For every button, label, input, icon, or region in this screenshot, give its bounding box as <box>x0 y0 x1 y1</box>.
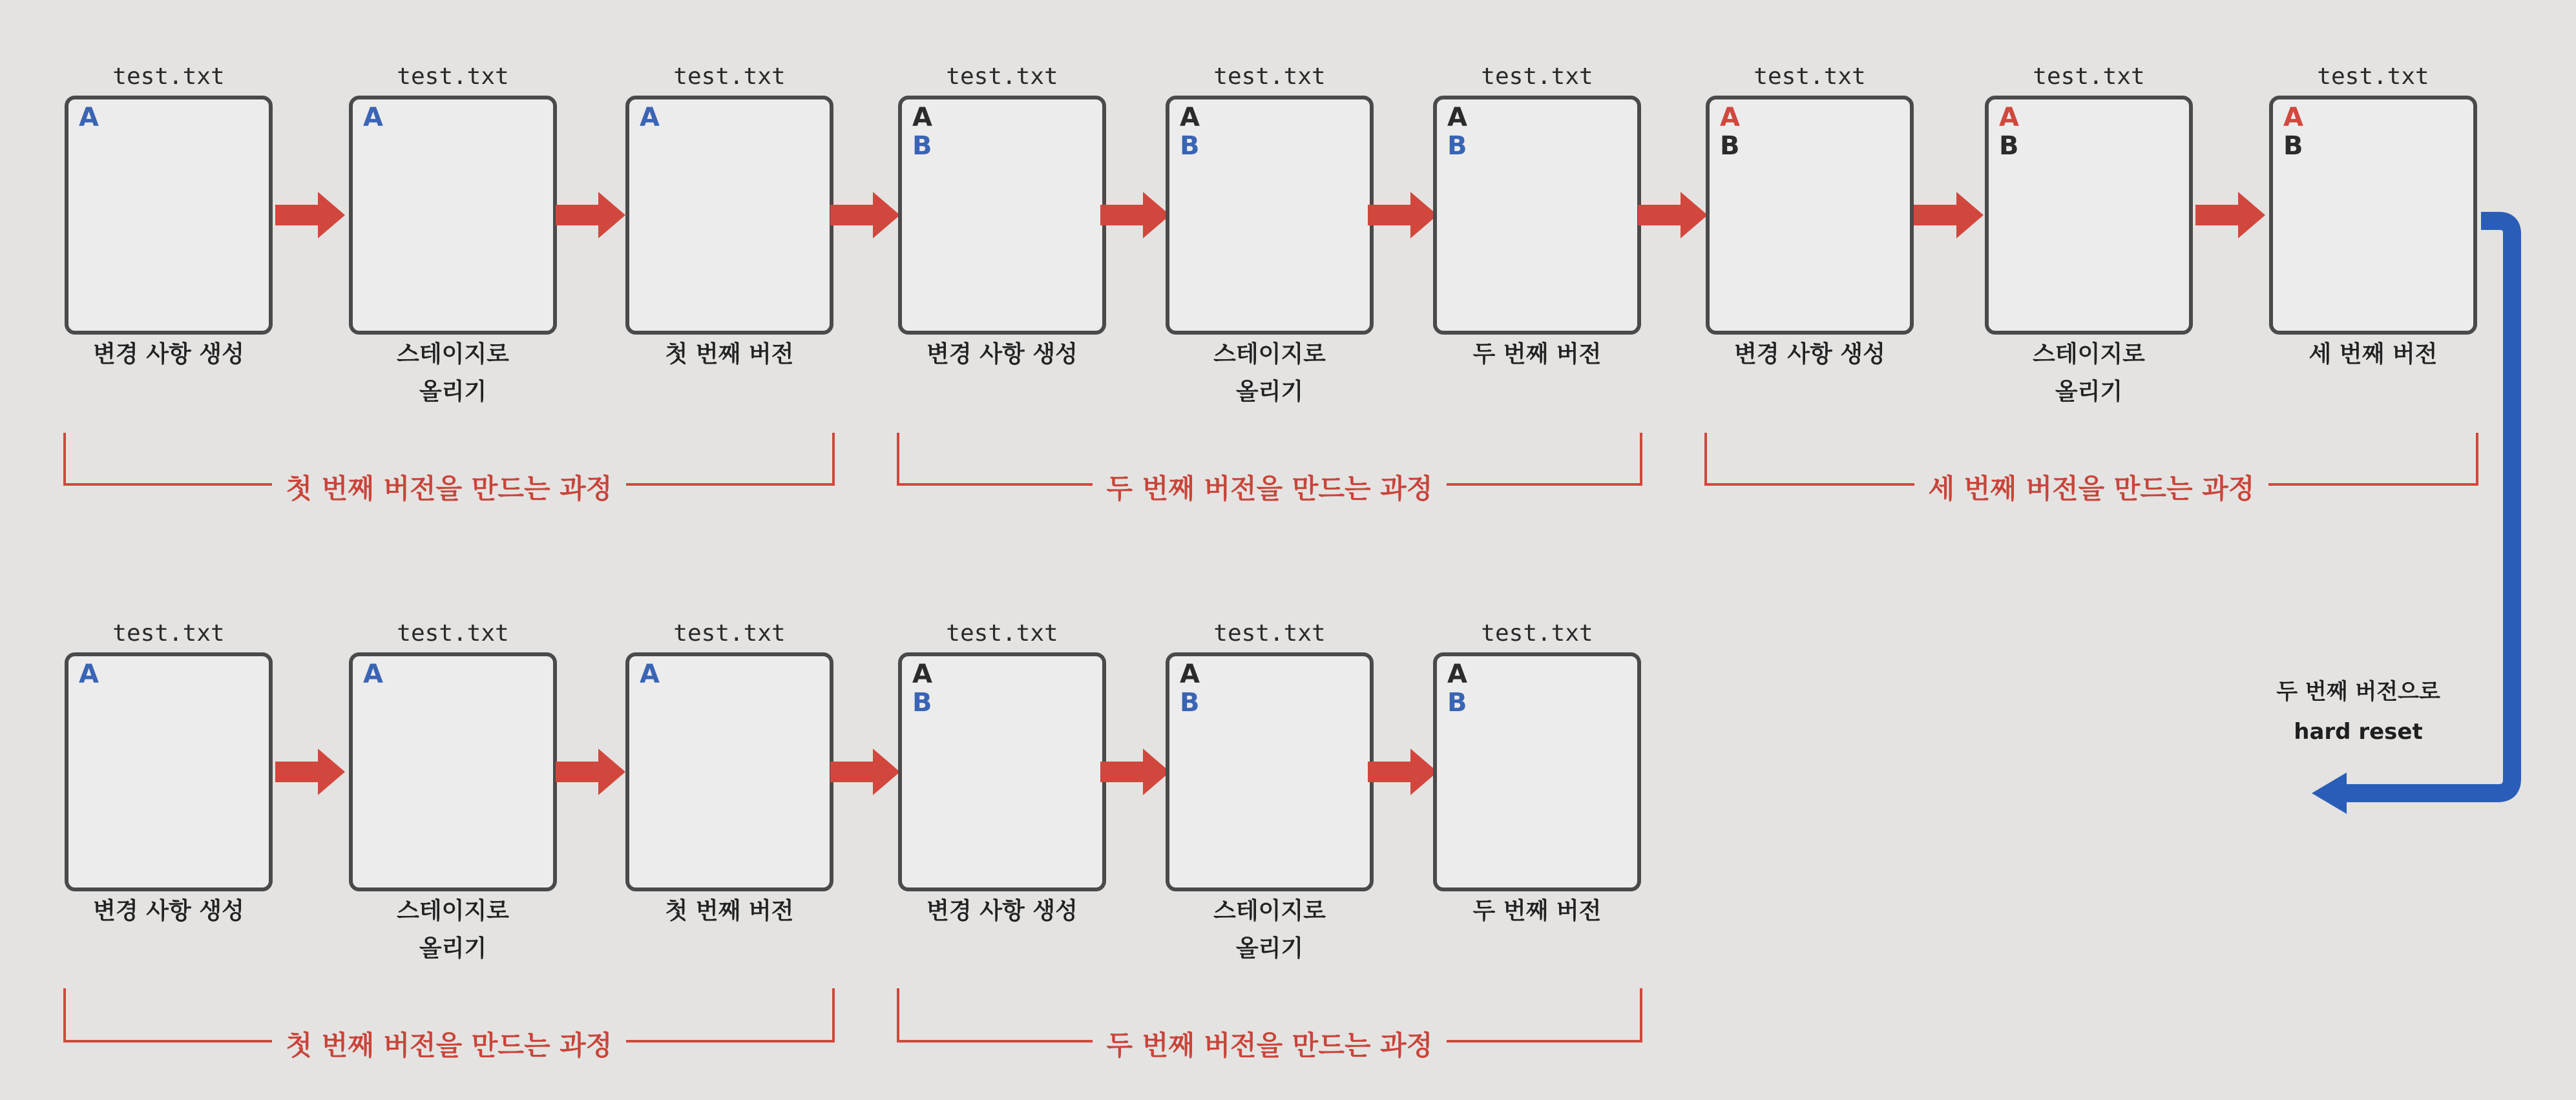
file-line-2: B <box>912 688 932 718</box>
file-card <box>625 652 833 891</box>
file-line-2: B <box>1447 688 1467 718</box>
file-card <box>1166 96 1374 335</box>
file-name-label: test.txt <box>2033 63 2145 90</box>
file-name-label: test.txt <box>397 620 509 647</box>
file-name-label: test.txt <box>1213 620 1326 647</box>
hard-reset-label-line1: 두 번째 버전으로 <box>2276 679 2440 705</box>
hard-reset-label-line2: hard reset <box>2294 719 2423 745</box>
file-line-2: B <box>912 131 932 161</box>
step-caption <box>1147 893 1392 968</box>
flow-arrow-icon <box>1914 189 1985 241</box>
process-bracket-label: 첫 번째 버전을 만드는 과정 <box>272 1024 627 1063</box>
step-caption <box>2250 336 2496 373</box>
file-line-2: B <box>2283 131 2303 161</box>
process-bracket-label: 두 번째 버전을 만드는 과정 <box>1093 1024 1447 1063</box>
flow-arrow-icon <box>275 189 346 241</box>
step-caption-line: 세 번째 버전 <box>2309 341 2438 368</box>
file-line-1: A <box>640 103 660 132</box>
file-line-1: A <box>1999 103 2019 132</box>
step-caption <box>1687 336 1932 373</box>
file-line-1: A <box>363 103 383 132</box>
step-caption <box>46 893 291 930</box>
step-caption-line: 스테이지로 <box>1213 341 1326 368</box>
file-card <box>1166 652 1374 891</box>
flow-arrow-icon <box>1100 746 1171 798</box>
step-caption-line: 올리기 <box>419 935 487 962</box>
file-card <box>625 96 833 335</box>
file-name-label: test.txt <box>397 63 509 90</box>
process-bracket-label: 세 번째 버전을 만드는 과정 <box>1914 468 2269 506</box>
step-caption-line: 올리기 <box>1235 935 1304 962</box>
step-caption <box>607 893 852 930</box>
step-caption <box>46 336 291 373</box>
file-line-2: B <box>1180 688 1200 718</box>
file-line-2: B <box>1447 131 1467 161</box>
flow-arrow-icon <box>1100 189 1171 241</box>
file-name-label: test.txt <box>112 63 225 90</box>
file-line-2: B <box>1999 131 2019 161</box>
file-line-1: A <box>79 103 99 132</box>
flow-arrow-icon <box>1368 189 1439 241</box>
file-name-label: test.txt <box>946 63 1058 90</box>
file-name-label: test.txt <box>2317 63 2429 90</box>
file-name-label: test.txt <box>1754 63 1866 90</box>
step-caption-line: 변경 사항 생성 <box>93 341 244 368</box>
step-caption-line: 스테이지로 <box>397 341 509 368</box>
step-caption-line: 변경 사항 생성 <box>93 898 244 924</box>
file-name-label: test.txt <box>112 620 225 647</box>
file-line-1: A <box>1180 103 1200 132</box>
step-caption <box>879 336 1125 373</box>
file-card <box>1433 652 1641 891</box>
file-card <box>65 96 273 335</box>
file-line-1: A <box>79 659 99 689</box>
file-card <box>898 96 1106 335</box>
step-caption <box>330 336 576 411</box>
step-caption-line: 변경 사항 생성 <box>927 898 1078 924</box>
file-line-1: A <box>1447 103 1467 132</box>
step-caption-line: 스테이지로 <box>2033 341 2145 368</box>
file-name-label: test.txt <box>946 620 1058 647</box>
file-line-1: A <box>912 659 932 689</box>
file-name-label: test.txt <box>1481 63 1593 90</box>
process-bracket-label: 첫 번째 버전을 만드는 과정 <box>272 468 627 506</box>
reset-arrowhead-icon <box>2312 773 2347 814</box>
file-line-1: A <box>1720 103 1740 132</box>
step-caption <box>607 336 852 373</box>
step-caption <box>879 893 1125 930</box>
file-line-1: A <box>363 659 383 689</box>
step-caption-line: 두 번째 버전 <box>1472 898 1602 924</box>
file-line-2: B <box>1180 131 1200 161</box>
step-caption-line: 스테이지로 <box>397 898 509 924</box>
flow-arrow-icon <box>1368 746 1439 798</box>
file-card <box>349 652 557 891</box>
step-caption-line: 첫 번째 버전 <box>665 341 794 368</box>
flow-arrow-icon <box>830 746 901 798</box>
process-bracket-label: 두 번째 버전을 만드는 과정 <box>1093 468 1447 506</box>
hard-reset-label <box>2274 672 2442 752</box>
file-card <box>65 652 273 891</box>
step-caption-line: 변경 사항 생성 <box>927 341 1078 368</box>
file-card <box>349 96 557 335</box>
file-name-label: test.txt <box>673 620 786 647</box>
file-card <box>1985 96 2193 335</box>
file-line-1: A <box>912 103 932 132</box>
step-caption-line: 올리기 <box>2055 379 2123 405</box>
step-caption-line: 올리기 <box>1235 379 1304 405</box>
step-caption-line: 첫 번째 버전 <box>665 898 794 924</box>
file-line-1: A <box>1447 659 1467 689</box>
file-line-1: A <box>1180 659 1200 689</box>
step-caption <box>1414 336 1660 373</box>
flow-arrow-icon <box>556 189 627 241</box>
step-caption-line: 스테이지로 <box>1213 898 1326 924</box>
step-caption <box>1414 893 1660 930</box>
file-card <box>898 652 1106 891</box>
file-name-label: test.txt <box>1213 63 1326 90</box>
flow-arrow-icon <box>556 746 627 798</box>
flow-arrow-icon <box>2195 189 2267 241</box>
step-caption <box>1147 336 1392 411</box>
file-name-label: test.txt <box>1481 620 1593 647</box>
step-caption <box>330 893 576 968</box>
flow-arrow-icon <box>830 189 901 241</box>
file-card <box>1706 96 1914 335</box>
flow-arrow-icon <box>275 746 346 798</box>
file-line-1: A <box>640 659 660 689</box>
file-name-label: test.txt <box>673 63 786 90</box>
step-caption-line: 두 번째 버전 <box>1472 341 1602 368</box>
file-card <box>2269 96 2477 335</box>
step-caption-line: 변경 사항 생성 <box>1734 341 1885 368</box>
flow-arrow-icon <box>1638 189 1709 241</box>
file-line-1: A <box>2283 103 2303 132</box>
file-card <box>1433 96 1641 335</box>
step-caption <box>1966 336 2212 411</box>
step-caption-line: 올리기 <box>419 379 487 405</box>
file-line-2: B <box>1720 131 1740 161</box>
